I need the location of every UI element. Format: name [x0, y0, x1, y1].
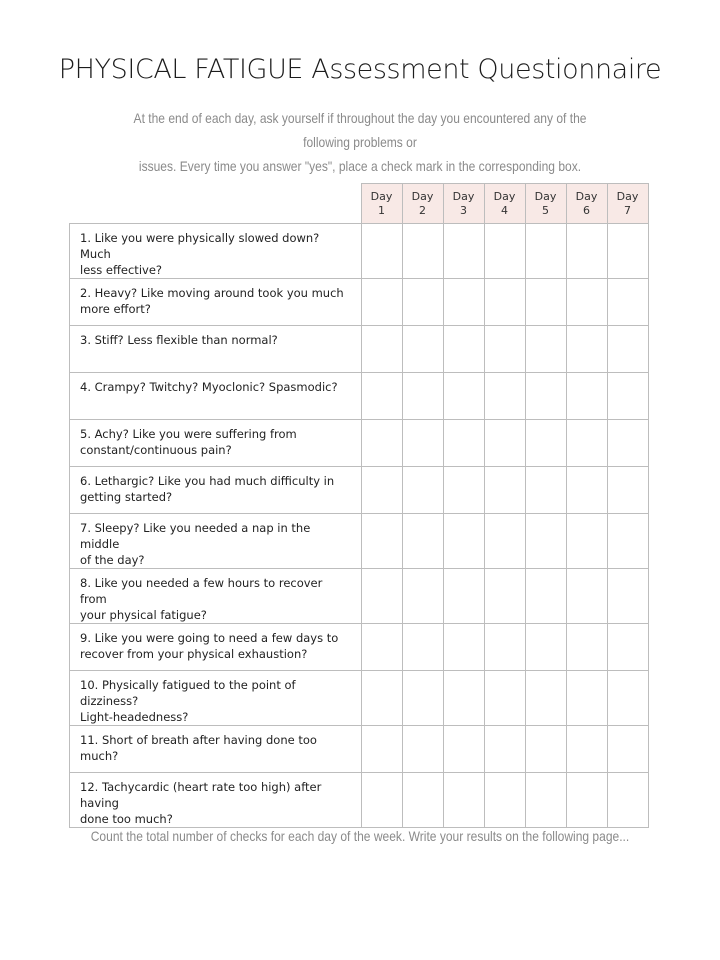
question-line: 8. Like you needed a few hours to recover from — [80, 576, 323, 606]
instructions-line-2: issues. Every time you answer "yes", place a check mark in the corresponding box. — [138, 158, 582, 174]
header-row — [70, 184, 649, 224]
question-row — [70, 279, 649, 326]
question-row — [70, 773, 649, 828]
check-box-day-2[interactable] — [402, 514, 443, 569]
check-box-day-7[interactable] — [607, 224, 648, 279]
question-line: constant/continuous pain? — [80, 443, 232, 457]
check-box-day-2[interactable] — [402, 671, 443, 726]
check-box-day-4[interactable] — [484, 420, 525, 467]
check-box-day-4[interactable] — [484, 569, 525, 624]
check-box-day-1[interactable] — [361, 726, 402, 773]
question-line: Light-headedness? — [80, 710, 189, 724]
check-box-day-5[interactable] — [525, 373, 566, 420]
check-box-day-6[interactable] — [566, 726, 607, 773]
question-row — [70, 420, 649, 467]
check-box-day-7[interactable] — [607, 514, 648, 569]
question-row — [70, 726, 649, 773]
check-box-day-1[interactable] — [361, 224, 402, 279]
check-box-day-7[interactable] — [607, 326, 648, 373]
check-box-day-5[interactable] — [525, 467, 566, 514]
question-line: 6. Lethargic? Like you had much difficulty in — [80, 474, 335, 488]
check-box-day-2[interactable] — [402, 326, 443, 373]
question-line: your physical fatigue? — [80, 608, 207, 622]
check-box-day-3[interactable] — [443, 373, 484, 420]
check-box-day-2[interactable] — [402, 224, 443, 279]
check-box-day-2[interactable] — [402, 624, 443, 671]
check-box-day-7[interactable] — [607, 467, 648, 514]
question-row — [70, 671, 649, 726]
check-box-day-4[interactable] — [484, 726, 525, 773]
assessment-table — [69, 183, 649, 828]
check-box-day-7[interactable] — [607, 569, 648, 624]
check-box-day-1[interactable] — [361, 373, 402, 420]
instructions-line-1: At the end of each day, ask yourself if throughout the day you encountered any of the following problems or — [133, 110, 587, 150]
check-box-day-7[interactable] — [607, 671, 648, 726]
header-blank-cell — [70, 184, 362, 224]
check-box-day-5[interactable] — [525, 279, 566, 326]
question-text — [70, 467, 362, 514]
question-text — [70, 279, 362, 326]
check-box-day-6[interactable] — [566, 373, 607, 420]
question-row — [70, 326, 649, 373]
check-box-day-2[interactable] — [402, 726, 443, 773]
check-box-day-4[interactable] — [484, 671, 525, 726]
check-box-day-5[interactable] — [525, 624, 566, 671]
check-box-day-3[interactable] — [443, 467, 484, 514]
question-row — [70, 624, 649, 671]
check-box-day-5[interactable] — [525, 326, 566, 373]
check-box-day-6[interactable] — [566, 467, 607, 514]
check-box-day-1[interactable] — [361, 671, 402, 726]
question-line: recover from your physical exhaustion? — [80, 647, 308, 661]
day-header: Day 6 — [566, 184, 607, 224]
check-box-day-6[interactable] — [566, 671, 607, 726]
check-box-day-4[interactable] — [484, 514, 525, 569]
day-header: Day 2 — [402, 184, 443, 224]
check-box-day-5[interactable] — [525, 726, 566, 773]
question-line: 12. Tachycardic (heart rate too high) after having — [80, 780, 322, 810]
check-box-day-1[interactable] — [361, 326, 402, 373]
question-text — [70, 726, 362, 773]
question-text — [70, 569, 362, 624]
check-box-day-4[interactable] — [484, 326, 525, 373]
check-box-day-2[interactable] — [402, 279, 443, 326]
check-box-day-7[interactable] — [607, 624, 648, 671]
check-box-day-1[interactable] — [361, 279, 402, 326]
question-text — [70, 326, 362, 373]
check-box-day-4[interactable] — [484, 224, 525, 279]
check-box-day-3[interactable] — [443, 279, 484, 326]
check-box-day-6[interactable] — [566, 279, 607, 326]
check-box-day-2[interactable] — [402, 420, 443, 467]
footer-note: Count the total number of checks for each day of the week. Write your results on the following page... — [90, 828, 630, 844]
check-box-day-6[interactable] — [566, 773, 607, 828]
check-box-day-3[interactable] — [443, 624, 484, 671]
check-box-day-5[interactable] — [525, 224, 566, 279]
question-line: 9. Like you were going to need a few days to — [80, 631, 339, 645]
check-box-day-2[interactable] — [402, 373, 443, 420]
check-box-day-3[interactable] — [443, 514, 484, 569]
check-box-day-3[interactable] — [443, 420, 484, 467]
question-line: 5. Achy? Like you were suffering from — [80, 427, 297, 441]
day-header: Day 5 — [525, 184, 566, 224]
check-box-day-6[interactable] — [566, 326, 607, 373]
check-box-day-7[interactable] — [607, 420, 648, 467]
check-box-day-7[interactable] — [607, 373, 648, 420]
check-box-day-6[interactable] — [566, 569, 607, 624]
check-box-day-1[interactable] — [361, 624, 402, 671]
day-header: Day 4 — [484, 184, 525, 224]
check-box-day-1[interactable] — [361, 420, 402, 467]
check-box-day-3[interactable] — [443, 224, 484, 279]
question-text — [70, 624, 362, 671]
check-box-day-7[interactable] — [607, 773, 648, 828]
check-box-day-5[interactable] — [525, 514, 566, 569]
day-header: Day 7 — [607, 184, 648, 224]
question-line: more effort? — [80, 302, 151, 316]
check-box-day-2[interactable] — [402, 467, 443, 514]
question-row — [70, 514, 649, 569]
check-box-day-2[interactable] — [402, 569, 443, 624]
question-line: 11. Short of breath after having done too much? — [80, 733, 317, 763]
instructions — [119, 106, 601, 178]
question-line: 10. Physically fatigued to the point of dizziness? — [80, 678, 296, 708]
question-line: 7. Sleepy? Like you needed a nap in the middle — [80, 521, 311, 551]
check-box-day-6[interactable] — [566, 514, 607, 569]
check-box-day-7[interactable] — [607, 279, 648, 326]
question-text — [70, 514, 362, 569]
check-box-day-6[interactable] — [566, 420, 607, 467]
check-box-day-7[interactable] — [607, 726, 648, 773]
check-box-day-1[interactable] — [361, 514, 402, 569]
question-line: 1. Like you were physically slowed down? Much — [80, 231, 320, 261]
check-box-day-1[interactable] — [361, 569, 402, 624]
check-box-day-3[interactable] — [443, 773, 484, 828]
question-row — [70, 373, 649, 420]
check-box-day-5[interactable] — [525, 420, 566, 467]
check-box-day-4[interactable] — [484, 279, 525, 326]
check-box-day-3[interactable] — [443, 326, 484, 373]
question-row — [70, 224, 649, 279]
check-box-day-2[interactable] — [402, 773, 443, 828]
check-box-day-5[interactable] — [525, 671, 566, 726]
check-box-day-3[interactable] — [443, 726, 484, 773]
question-row — [70, 569, 649, 624]
check-box-day-4[interactable] — [484, 624, 525, 671]
check-box-day-3[interactable] — [443, 671, 484, 726]
check-box-day-1[interactable] — [361, 467, 402, 514]
day-header: Day 3 — [443, 184, 484, 224]
question-text — [70, 420, 362, 467]
check-box-day-5[interactable] — [525, 569, 566, 624]
check-box-day-4[interactable] — [484, 373, 525, 420]
question-line: less effective? — [80, 263, 162, 277]
check-box-day-3[interactable] — [443, 569, 484, 624]
check-box-day-1[interactable] — [361, 773, 402, 828]
question-text — [70, 671, 362, 726]
question-line: 4. Crampy? Twitchy? Myoclonic? Spasmodic? — [80, 380, 338, 394]
day-header: Day 1 — [361, 184, 402, 224]
check-box-day-6[interactable] — [566, 624, 607, 671]
page-title: PHYSICAL FATIGUE Assessment Questionnaire — [58, 54, 662, 85]
question-text — [70, 224, 362, 279]
check-box-day-5[interactable] — [525, 773, 566, 828]
question-line: of the day? — [80, 553, 145, 567]
question-line: 3. Stiff? Less flexible than normal? — [80, 333, 278, 347]
question-row — [70, 467, 649, 514]
question-line: done too much? — [80, 812, 173, 826]
question-text — [70, 373, 362, 420]
check-box-day-4[interactable] — [484, 773, 525, 828]
check-box-day-4[interactable] — [484, 467, 525, 514]
question-line: 2. Heavy? Like moving around took you much — [80, 286, 344, 300]
question-text — [70, 773, 362, 828]
check-box-day-6[interactable] — [566, 224, 607, 279]
question-line: getting started? — [80, 490, 173, 504]
